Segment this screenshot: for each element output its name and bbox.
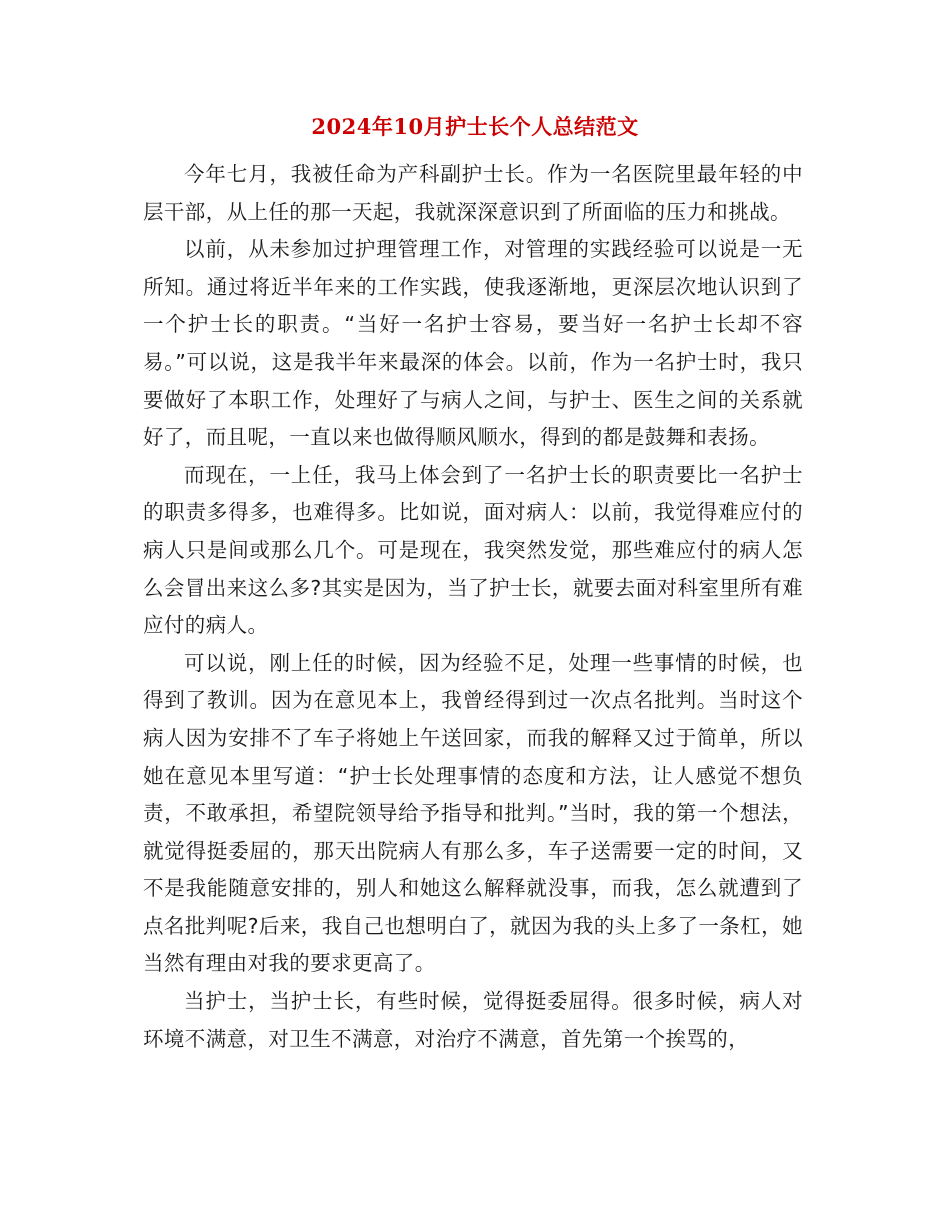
- document-body: [143, 156, 803, 1058]
- document-title: 2024年10月护士长个人总结范文: [311, 114, 639, 139]
- paragraph-5: 当护士，当护士长，有些时候，觉得挺委屈得。很多时候，病人对环境不满意，对卫生不满意，对治疗不满意，首先第一个挨骂的，: [143, 989, 803, 1051]
- paragraph-2: 以前，从未参加过护理管理工作，对管理的实践经验可以说是一无所知。通过将近半年来的工作实践，使我逐渐地，更深层次地认识到了一个护士长的职责。“当好一名护士容易，要当好一名护士长却不容易。”可以说，这是我半年来最深的体会。以前，作为一名护士时，我只要做好了本职工作，处理好了与病人之间，与护士、医生之间的关系就好了，而且呢，一直以来也做得顺风顺水，得到的都是鼓舞和表扬。: [143, 237, 803, 450]
- paragraph-4: 可以说，刚上任的时候，因为经验不足，处理一些事情的时候，也得到了教训。因为在意见本上，我曾经得到过一次点名批判。当时这个病人因为安排不了车子将她上午送回家，而我的解释又过于简单，所以她在意见本里写道：“护士长处理事情的态度和方法，让人感觉不想负责，不敢承担，希望院领导给予指导和批判。”当时，我的第一个想法，就觉得挺委屈的，那天出院病人有那么多，车子送需要一定的时间，又不是我能随意安排的，别人和她这么解释就没事，而我，怎么就遭到了点名批判呢?后来，我自己也想明白了，就因为我的头上多了一条杠，她当然有理由对我的要求更高了。: [143, 650, 803, 976]
- paragraph-3: 而现在，一上任，我马上体会到了一名护士长的职责要比一名护士的职责多得多，也难得多。比如说，面对病人：以前，我觉得难应付的病人只是间或那么几个。可是现在，我突然发觉，那些难应付的病人怎么会冒出来这么多?其实是因为，当了护士长，就要去面对科室里所有难应付的病人。: [143, 462, 803, 638]
- paragraph-1: 今年七月，我被任命为产科副护士长。作为一名医院里最年轻的中层干部，从上任的那一天起，我就深深意识到了所面临的压力和挑战。: [143, 162, 803, 224]
